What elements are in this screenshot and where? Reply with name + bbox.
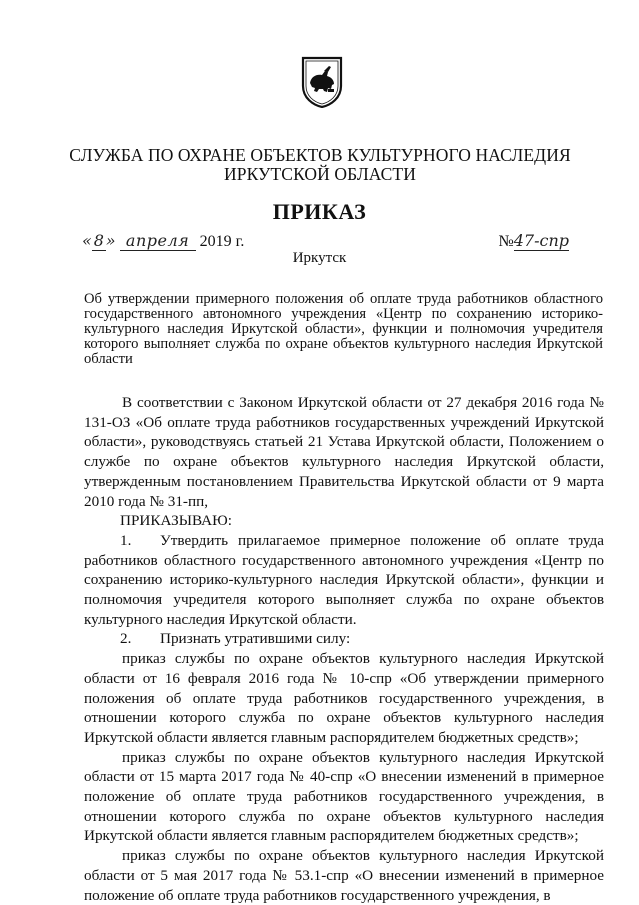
repeal-paragraph-2: приказ службы по охране объектов культурного наследия Иркутской области от 15 марта 2017 года № 40-спр «О внесении изменений в примерное положение об оплате труда работников государственного учреждения, в отношении которого служба по охране объектов культурного наследия Иркутской области является главным распорядителем бюджетных средств»;: [84, 748, 604, 845]
number-prefix: №: [498, 233, 514, 250]
order-word: ПРИКАЗЫВАЮ:: [120, 512, 232, 530]
item-1: [84, 531, 604, 630]
document-number: [498, 231, 569, 251]
repeal-paragraph-1: приказ службы по охране объектов культурного наследия Иркутской области от 16 февраля 2016 года № 10-спр «Об утверждении примерного положения об оплате труда работников государственного учреждения, в отношении которого служба по охране объектов культурного наследия Иркутской области является главным распорядителем бюджетных средств»;: [84, 650, 604, 746]
document-body: [84, 393, 604, 905]
date-open-quote: «: [82, 231, 92, 250]
document-date: [82, 231, 244, 251]
date-year: 2019 г.: [199, 233, 245, 250]
repeal-paragraph-3: приказ службы по охране объектов культурного наследия Иркутской области от 5 мая 2017 года № 53.1-спр «О внесении изменений в примерное положение об оплате труда работников государственного учреждения, в: [84, 847, 604, 904]
date-month: апреля: [120, 231, 196, 251]
org-name-line1: СЛУЖБА ПО ОХРАНЕ ОБЪЕКТОВ КУЛЬТУРНОГО НАСЛЕДИЯ: [69, 145, 571, 165]
date-day: 8: [93, 231, 104, 250]
document-title: ПРИКАЗ: [272, 199, 367, 224]
item-2-number: 2.: [120, 630, 132, 648]
preamble-paragraph: В соответствии с Законом Иркутской области от 27 декабря 2016 года № 131-ОЗ «Об оплате труда работников государственных учреждений Иркутской области», руководствуясь статьей 21 Устава Иркутской области, Положением о службе по охране объектов культурного наследия Иркутской области, утвержденным постановлением Правительства Иркутской области от 9 марта 2010 года № 31-пп,: [84, 394, 604, 510]
org-name-line2: ИРКУТСКОЙ ОБЛАСТИ: [224, 164, 416, 184]
item-2-text: Признать утратившими силу:: [160, 630, 351, 648]
date-close-quote: »: [105, 231, 116, 250]
number-value: 47-спр: [513, 231, 569, 250]
item-2: [84, 629, 604, 649]
coat-of-arms-icon: [301, 56, 343, 108]
document-subject: Об утверждении примерного положения об оплате труда работников областного государственного автономного учреждения «Центр по сохранению историко-культурного наследия Иркутской области», функции и полномочия учредителя которого выполняет служба по охране объектов культурного наследия Иркутской области: [84, 291, 603, 367]
item-1-number: 1.: [120, 531, 132, 549]
item-1-text: Утвердить прилагаемое примерное положение об оплате труда работников областного государственного автономного учреждения «Центр по сохранению историко-культурного наследия Иркутской области», функции и полномочия учредителя которого выполняет служба по охране объектов культурного наследия Иркутской области.: [84, 531, 604, 628]
document-city: Иркутск: [292, 250, 347, 266]
